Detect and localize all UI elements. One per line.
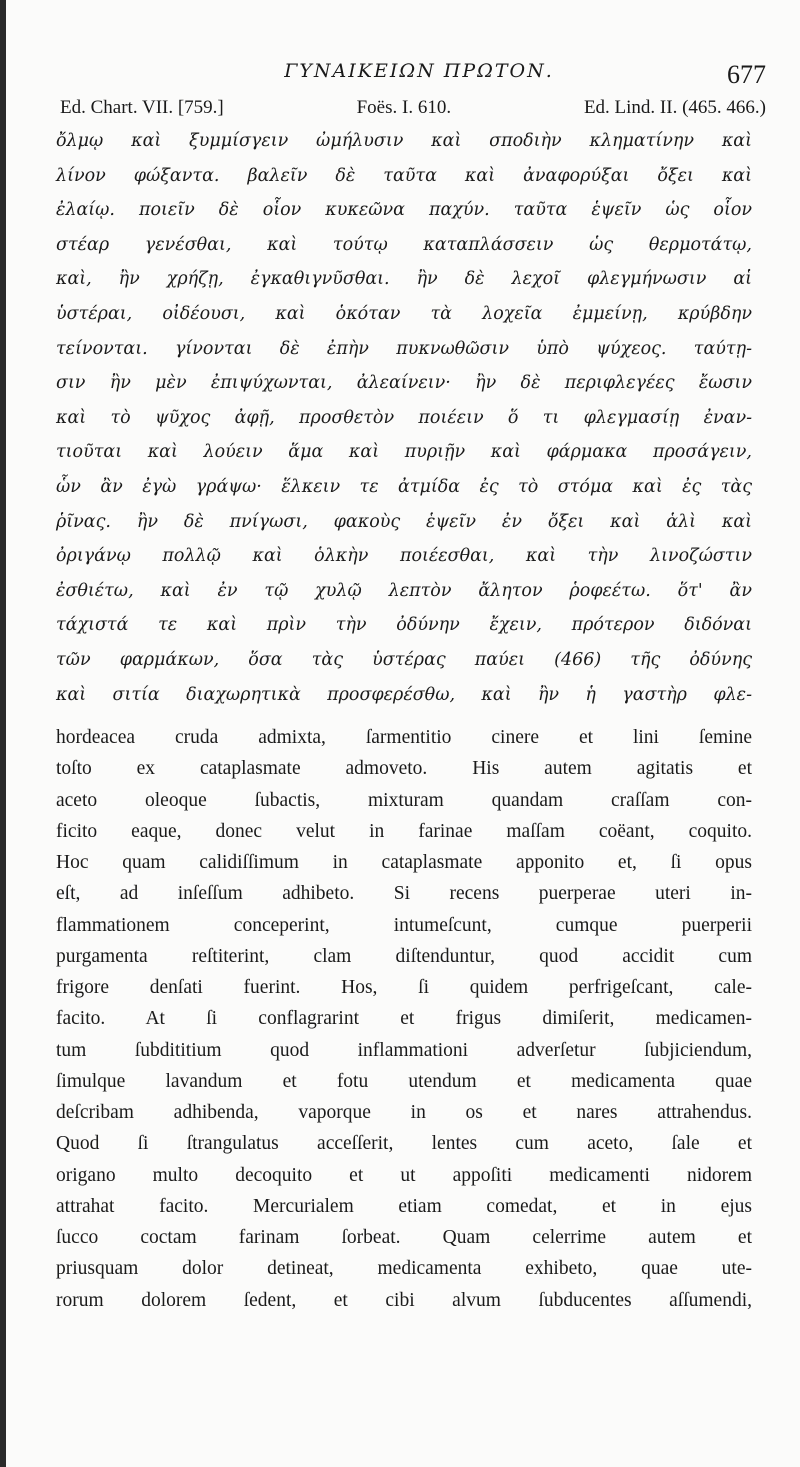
greek-line: σιν ἢν μὲν ἐπιψύχωνται, ἀλεαίνειν· ἢν δὲ περιφλεγέες ἔωσιν xyxy=(56,373,752,394)
chartier-reference: Ed. Chart. VII. [759.] xyxy=(60,97,224,118)
latin-line: origano multo decoquito et ut appoſiti medicamenti nidorem xyxy=(56,1164,752,1186)
latin-line: priusquam dolor detineat, medicamenta exhibeto, quae ute- xyxy=(56,1258,752,1280)
linden-reference: Ed. Lind. II. (465. 466.) xyxy=(583,97,766,118)
latin-line: facito. At ſi conflagrarint et frigus dimiſerit, medicamen- xyxy=(56,1008,752,1030)
greek-text-block xyxy=(56,124,752,712)
latin-line: rorum dolorem ſedent, et cibi alvum ſubducentes aſſumendi, xyxy=(56,1289,752,1311)
latin-line: hordeacea cruda admixta, ſarmentitio cinere et lini ſemine xyxy=(56,727,752,748)
greek-line: ῥῖνας. ἢν δὲ πνίγωσι, φακοὺς ἑψεῖν ἐν ὄξει καὶ ἁλὶ καὶ xyxy=(56,511,752,532)
greek-line: καὶ, ἢν χρήζῃ, ἐγκαθιγνῦσθαι. ἢν δὲ λεχοῖ φλεγμήνωσιν αἱ xyxy=(56,269,752,290)
running-head: ΓΥΝΑΙΚΕΙΩΝ ΠΡΩΤΟΝ. xyxy=(284,60,554,82)
greek-line: καὶ σιτία διαχωρητικὰ προσφερέσθω, καὶ ἢν ἡ γαστὴρ φλε- xyxy=(56,684,752,705)
foes-reference: Foës. I. 610. xyxy=(356,97,452,118)
latin-line: flammationem conceperint, intumeſcunt, cumque puerperii xyxy=(56,914,752,936)
greek-line: λίνον φώξαντα. βαλεῖν δὲ ταῦτα καὶ ἀναφορύξαι ὄξει καὶ xyxy=(56,165,752,186)
greek-line: ἐλαίῳ. ποιεῖν δὲ οἷον κυκεῶνα παχύν. ταῦτα ἑψεῖν ὡς οἷον xyxy=(56,200,752,221)
latin-line: aceto oleoque ſubactis, mixturam quandam craſſam con- xyxy=(56,789,752,811)
latin-line: eſt, ad inſeſſum adhibeto. Si recens puerperae uteri in- xyxy=(56,883,752,905)
latin-line: toſto ex cataplasmate admoveto. His autem agitatis et xyxy=(56,758,752,780)
greek-line: τείνονται. γίνονται δὲ ἐπὴν πυκνωθῶσιν ὑπὸ ψύχεος. ταύτῃ- xyxy=(56,338,752,359)
greek-line: καὶ τὸ ψῦχος ἀφῇ, προσθετὸν ποιέειν ὅ τι φλεγμασίῃ ἐναν- xyxy=(56,407,752,428)
latin-line: frigore denſati fuerint. Hos, ſi quidem perfrigeſcant, cale- xyxy=(56,977,752,998)
greek-line: ὧν ἂν ἐγὼ γράψω· ἕλκειν τε ἀτμίδα ἐς τὸ στόμα καὶ ἐς τὰς xyxy=(56,476,752,497)
latin-line: purgamenta reſtiterint, clam diſtenduntur, quod accidit cum xyxy=(56,945,752,967)
latin-line: ficito eaque, donec velut in farinae maſſam coëant, coquito. xyxy=(56,820,752,842)
latin-text-block xyxy=(56,722,752,1316)
greek-line: τιοῦται καὶ λούειν ἅμα καὶ πυριῇν καὶ φάρμακα προσάγειν, xyxy=(56,442,752,463)
greek-line: τῶν φαρμάκων, ὅσα τὰς ὑστέρας παύει (466) τῆς ὀδύνης xyxy=(56,649,752,670)
latin-line: ſimulque lavandum et fotu utendum et medicamenta quae xyxy=(56,1070,752,1092)
greek-line: ὄλμῳ καὶ ξυμμίσγειν ὠμήλυσιν καὶ σποδιὴν κληματίνην καὶ xyxy=(56,131,752,151)
latin-line: deſcribam adhibenda, vaporque in os et nares attrahendus. xyxy=(56,1102,752,1123)
page-header xyxy=(62,52,776,92)
edition-references xyxy=(60,94,766,122)
greek-line: στέαρ γενέσθαι, καὶ τούτῳ καταπλάσσειν ὡς θερμοτάτῳ, xyxy=(56,234,752,255)
page-number: 677 xyxy=(727,60,766,89)
latin-line: tum ſubdititium quod inflammationi adverſetur ſubjiciendum, xyxy=(56,1039,752,1061)
greek-line: ὀριγάνῳ πολλῷ καὶ ὁλκὴν ποιέεσθαι, καὶ τὴν λινοζώστιν xyxy=(56,546,752,567)
greek-line: τάχιστά τε καὶ πρὶν τὴν ὀδύνην ἔχειν, πρότερον διδόναι xyxy=(56,615,752,636)
greek-line: ὑστέραι, οἰδέουσι, καὶ ὁκόταν τὰ λοχεῖα ἐμμείνῃ, κρύβδην xyxy=(56,303,752,324)
latin-line: Quod ſi ſtrangulatus acceſſerit, lentes cum aceto, ſale et xyxy=(56,1133,752,1155)
latin-line: Hoc quam calidiſſimum in cataplasmate apponito et, ſi opus xyxy=(56,852,752,873)
latin-line: attrahat facito. Mercurialem etiam comedat, et in ejus xyxy=(56,1195,752,1217)
latin-line: ſucco coctam farinam ſorbeat. Quam celerrime autem et xyxy=(56,1227,752,1248)
greek-line: ἐσθιέτω, καὶ ἐν τῷ χυλῷ λεπτὸν ἄλητον ῥοφεέτω. ὅτ' ἂν xyxy=(56,580,752,601)
